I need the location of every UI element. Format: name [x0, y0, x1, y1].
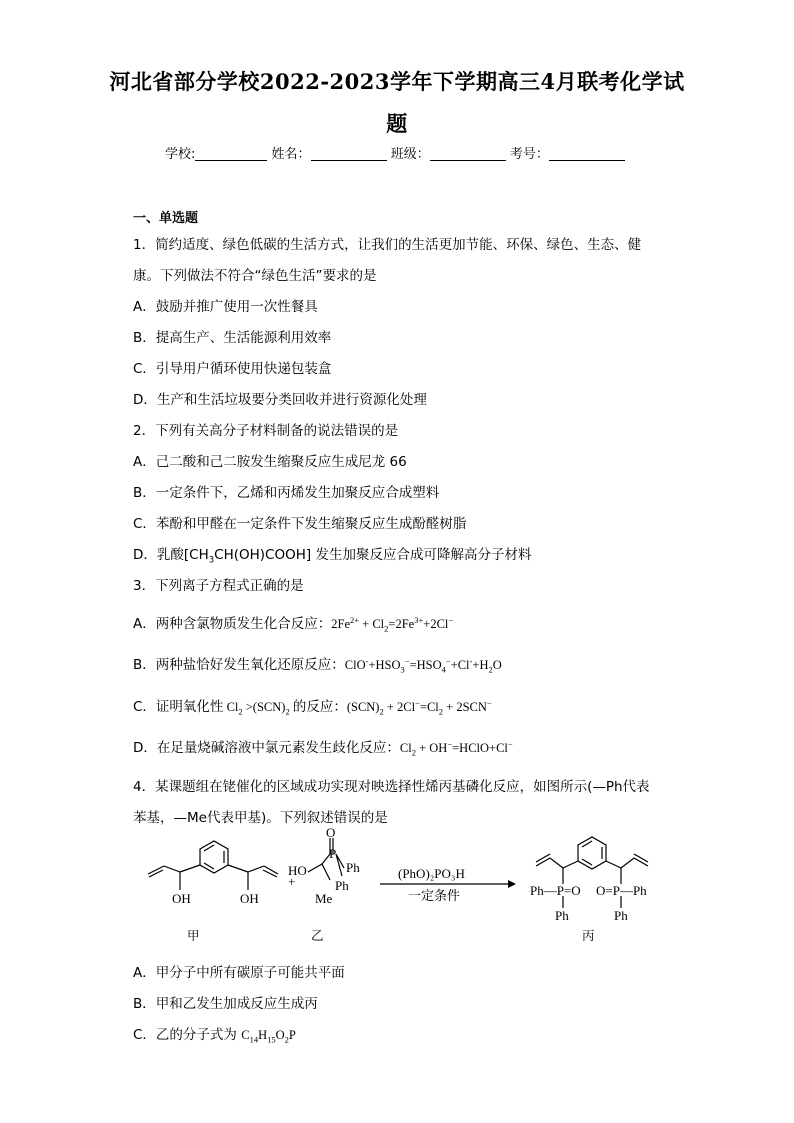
school-label: 学校:: [165, 147, 196, 162]
q2-stem: 2．下列有关高分子材料制备的说法错误的是: [133, 423, 399, 439]
q4-option-c: C．乙的分子式为 $C_{14}H_{15}O_2P$: [133, 1027, 296, 1045]
bing-o-p-ph: O=P—Ph: [596, 883, 647, 898]
q1-stem-cont: 康。下列做法不符合“绿色生活”要求的是: [133, 268, 377, 284]
plus-sign: +: [288, 874, 296, 889]
q2-option-c: C．苯酚和甲醛在一定条件下发生缩聚反应生成酚醛树脂: [133, 516, 467, 532]
q2-option-b: B．一定条件下，乙烯和丙烯发生加聚反应合成塑料: [133, 485, 440, 501]
jia-oh-right: OH: [240, 891, 259, 906]
number-label: 考号：: [509, 147, 549, 162]
q1-option-b: B．提高生产、生活能源利用效率: [133, 330, 332, 346]
class-label: 班级：: [390, 147, 430, 162]
label-yi: 乙: [311, 928, 324, 943]
yi-me: Me: [315, 891, 333, 906]
yi-ho: HO: [288, 863, 307, 878]
reagent: (PhO)₂PO₃H: [398, 866, 465, 881]
q2-option-d: D．乳酸$[CH_3CH(OH)COOH]$ 发生加聚反应合成可降解高分子材料: [133, 547, 532, 566]
school-blank[interactable]: [195, 146, 267, 161]
q4-stem: 4．某课题组在铑催化的区域成功实现对映选择性烯丙基磷化反应，如图所示(—Ph代表: [133, 779, 650, 795]
label-jia: 甲: [187, 928, 200, 943]
q3-option-b: B．两种盐恰好发生氧化还原反应：$ClO^-+HSO_3^-=HSO_4^-+Cl^-+H_2O$: [133, 655, 502, 675]
q2-option-a: A．己二酸和己二胺发生缩聚反应生成尼龙 66: [133, 454, 407, 470]
yi-ph2: Ph: [335, 878, 349, 893]
q1-option-d: D．生产和生活垃圾要分类回收并进行资源化处理: [133, 392, 427, 408]
class-blank[interactable]: [430, 146, 506, 161]
page-title-continued: 题: [386, 111, 408, 136]
name-blank[interactable]: [311, 146, 387, 161]
student-info-row: [165, 143, 625, 162]
jia-oh-left: OH: [172, 891, 191, 906]
q4-stem-cont: 苯基，—Me代表甲基)。下列叙述错误的是: [133, 810, 388, 826]
page-title: 河北省部分学校2022-2023学年下学期高三4月联考化学试: [109, 69, 685, 94]
yi-ph1: Ph: [346, 860, 360, 875]
q3-stem: 3．下列离子方程式正确的是: [133, 578, 304, 594]
q3-option-a: A．两种含氯物质发生化合反应：$2Fe^{2+} + Cl_2=2Fe^{3+}+2Cl^-$: [133, 614, 454, 634]
bing-ph-p-o: Ph—P=O: [530, 883, 581, 898]
q3-option-c: C．证明氧化性 $Cl_2 >(SCN)_2$ 的反应：$(SCN)_2 + 2Cl^-=Cl_2 + 2SCN^-$: [133, 697, 492, 717]
q3-option-d: D．在足量烧碱溶液中氯元素发生歧化反应：$Cl_2$ + OH−=HClO+Cl−: [133, 738, 513, 758]
bing-ph-left: Ph: [555, 908, 569, 923]
condition: 一定条件: [408, 888, 461, 903]
q1-option-c: C．引导用户循环使用快递包装盒: [133, 361, 332, 377]
q4-option-b: B．甲和乙发生加成反应生成丙: [133, 996, 318, 1012]
yi-p: P: [329, 846, 337, 861]
name-label: 姓名：: [271, 147, 311, 162]
label-bing: 丙: [582, 928, 595, 943]
q1-stem: 1．简约适度、绿色低碳的生活方式，让我们的生活更加节能、环保、绿色、生态、健: [133, 237, 642, 253]
section-heading: 一、单选题: [133, 211, 199, 226]
q1-option-a: A．鼓励并推广使用一次性餐具: [133, 299, 318, 315]
number-blank[interactable]: [549, 146, 625, 161]
yi-o: O: [326, 828, 336, 840]
bing-ph-right: Ph: [614, 908, 628, 923]
q4-option-a: A．甲分子中所有碳原子可能共平面: [133, 965, 345, 981]
